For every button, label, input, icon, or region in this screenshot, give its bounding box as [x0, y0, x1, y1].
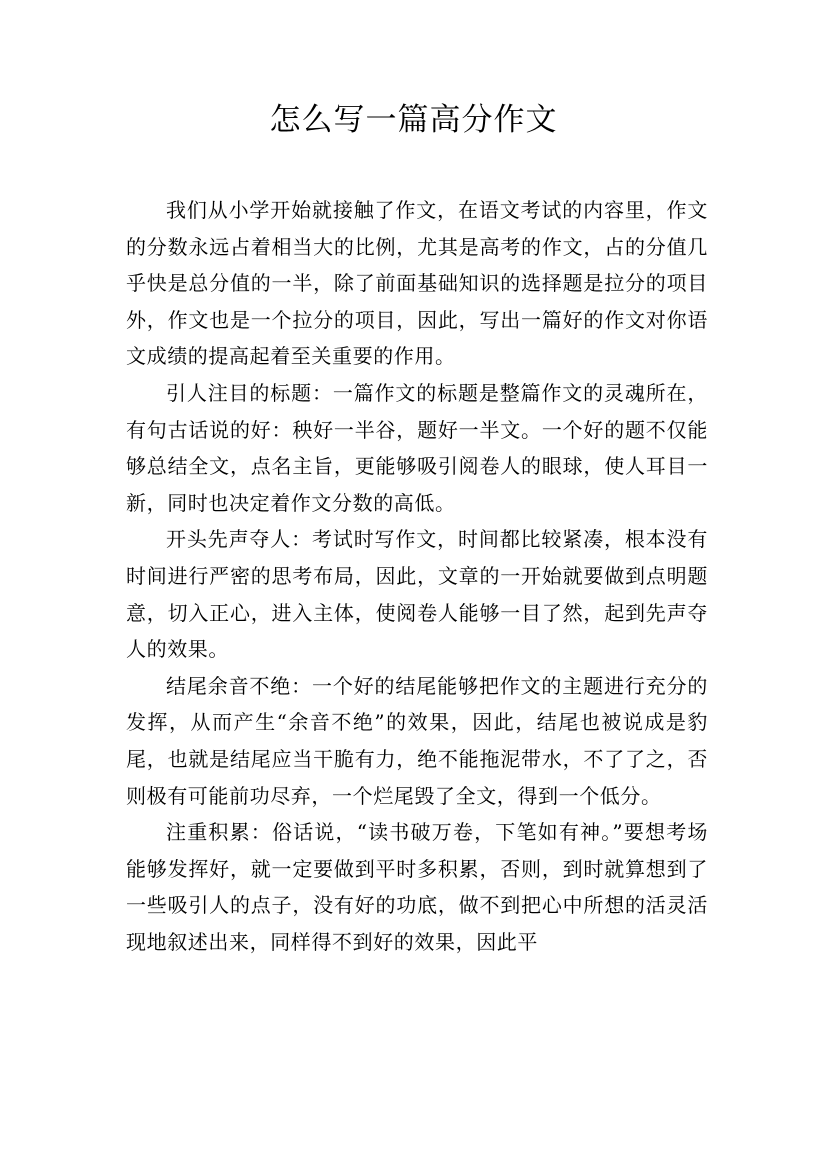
- document-title: 怎么写一篇高分作文: [269, 102, 558, 138]
- paragraph-title-tip: 引人注目的标题：一篇作文的标题是整篇作文的灵魂所在，有句古话说的好：秧好一半谷，题好一半文。一个好的题不仅能够总结全文，点名主旨，更能够吸引阅卷人的眼球，使人耳目一新，同时也决定着作文分数的高低。: [126, 380, 708, 515]
- paragraph-ending-tip: 结尾余音不绝：一个好的结尾能够把作文的主题进行充分的发挥，从而产生“余音不绝”的效果，因此，结尾也被说成是豹尾，也就是结尾应当干脆有力，绝不能拖泥带水，不了了之，否则极有可能前功尽弃，一个烂尾毁了全文，得到一个低分。: [126, 673, 708, 808]
- paragraph-intro: 我们从小学开始就接触了作文，在语文考试的内容里，作文的分数永远占着相当大的比例，尤其是高考的作文，占的分值几乎快是总分值的一半，除了前面基础知识的选择题是拉分的项目外，作文也是一个拉分的项目，因此，写出一篇好的作文对你语文成绩的提高起着至关重要的作用。: [126, 198, 708, 369]
- paragraph-accumulation-tip: 注重积累：俗话说，“读书破万卷，下笔如有神。”要想考场能够发挥好，就一定要做到平时多积累，否则，到时就算想到了一些吸引人的点子，没有好的功底，做不到把心中所想的活灵活现地叙述出来，同样得不到好的效果，因此平: [126, 820, 708, 954]
- document-body: [126, 192, 708, 960]
- paragraph-opening-tip: 开头先声夺人：考试时写作文，时间都比较紧凑，根本没有时间进行严密的思考布局，因此，文章的一开始就要做到点明题意，切入正心，进入主体，使阅卷人能够一目了然，起到先声夺人的效果。: [126, 527, 708, 662]
